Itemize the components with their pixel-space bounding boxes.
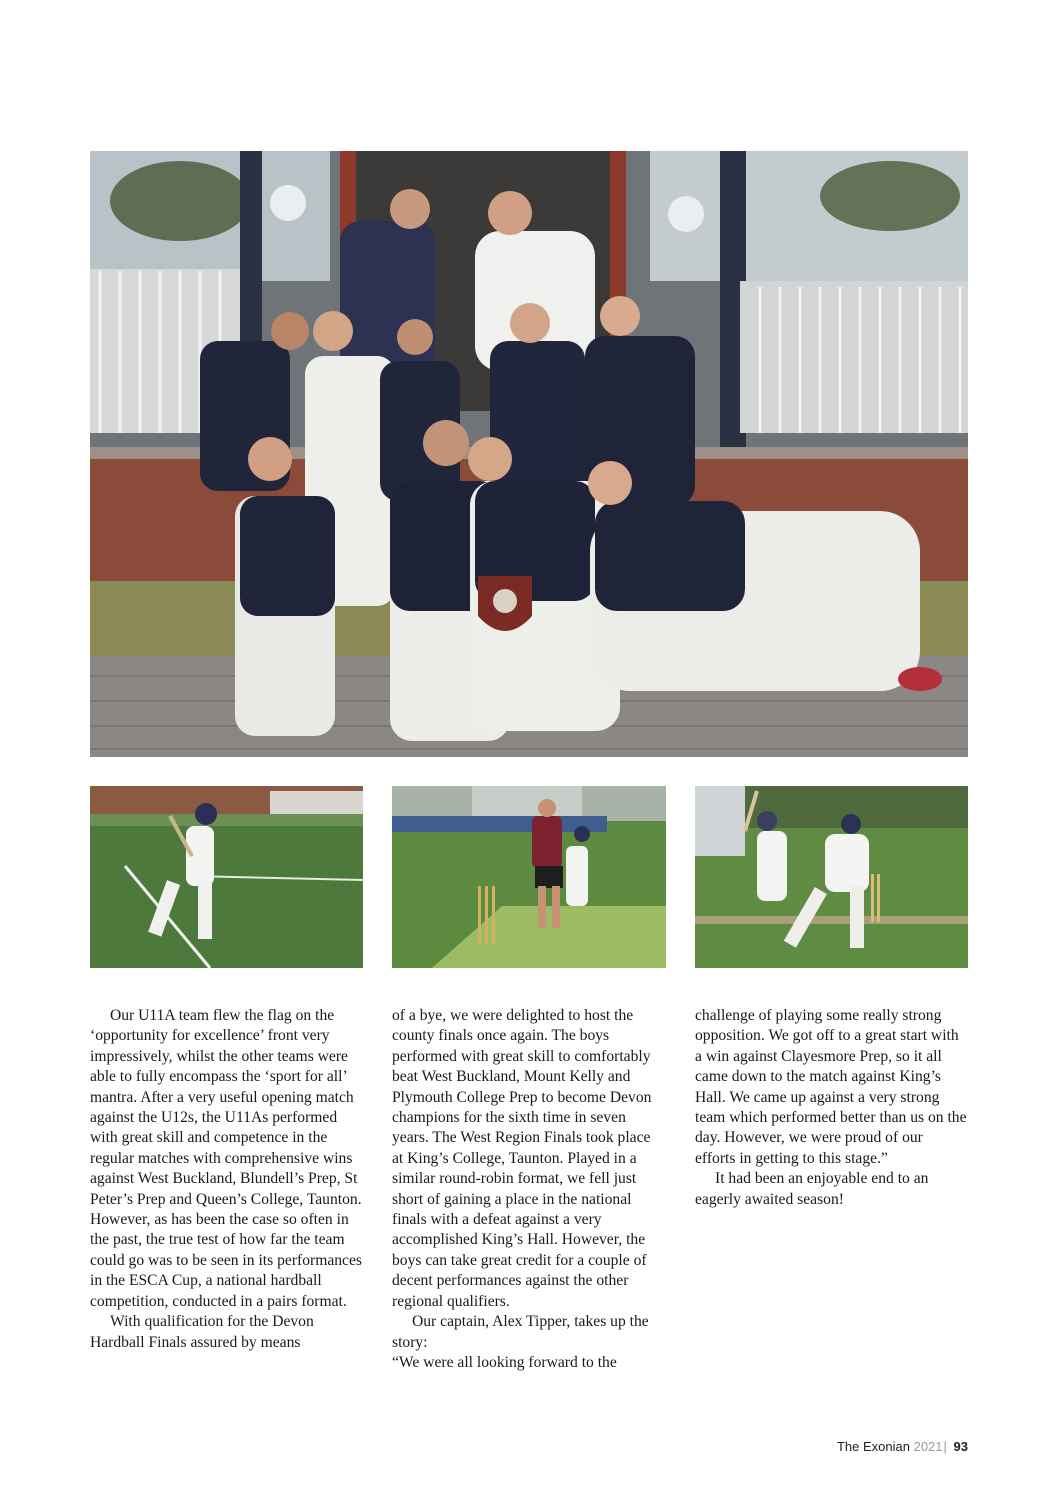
page-number: 93 bbox=[953, 1439, 968, 1454]
publication-year: 2021 bbox=[913, 1439, 943, 1454]
batting-pair-running-photo bbox=[695, 786, 968, 968]
paragraph: “We were all looking forward to the bbox=[392, 1353, 617, 1371]
paragraph: of a bye, we were delighted to host the county finals once again. The boys performed with great skill to comfortably beat West Buckland, Mount Kelly and Plymouth College Prep to become Devon champions for the sixth time in seven years. The West Region Finals took place at King’s College, Taunton. Played in a similar round-robin format, we fell just short of gaining a place in the national finals with a defeat against a very accomplished King’s Hall. However, the boys can take great credit for a couple of decent performances against the other regional qualifiers. bbox=[392, 1007, 652, 1310]
page-footer bbox=[837, 1439, 968, 1454]
paragraph: With qualification for the Devon Hardball Finals assured by means bbox=[90, 1313, 314, 1351]
paragraph: challenge of playing some really strong opposition. We got off to a great start with a win against Clayesmore Prep, so it all came down to the match against King’s Hall. We came up against a very strong team which performed better than us on the day. However, we were proud of our efforts in getting to this stage.” bbox=[695, 1007, 967, 1167]
article-column-2 bbox=[392, 1006, 664, 1373]
paragraph: Our U11A team flew the flag on the ‘opportunity for excellence’ front very impressively, whilst the other teams were able to fully encompass the ‘sport for all’ mantra. After a very useful opening match against the U12s, the U11As performed with great skill and competence in the regular matches with comprehensive wins against West Buckland, Blundell’s Prep, St Peter’s Prep and Queen’s College, Taunton. However, as has been the case so often in the past, the true test of how far the team could go was to be seen in its performances in the ESCA Cup, a national hardball competition, conducted in a pairs format. bbox=[90, 1007, 362, 1310]
publication-name: The Exonian bbox=[836, 1439, 910, 1454]
paragraph: Our captain, Alex Tipper, takes up the story: bbox=[392, 1313, 649, 1351]
article-column-1 bbox=[90, 1006, 362, 1353]
paragraph: It had been an enjoyable end to an eagerly awaited season! bbox=[695, 1170, 929, 1208]
article-column-3 bbox=[695, 1006, 967, 1210]
team-celebration-photo bbox=[90, 151, 968, 757]
footer-divider: | bbox=[943, 1439, 947, 1454]
batter-and-umpire-at-wicket-photo bbox=[392, 786, 666, 968]
batter-at-crease-photo bbox=[90, 786, 363, 968]
